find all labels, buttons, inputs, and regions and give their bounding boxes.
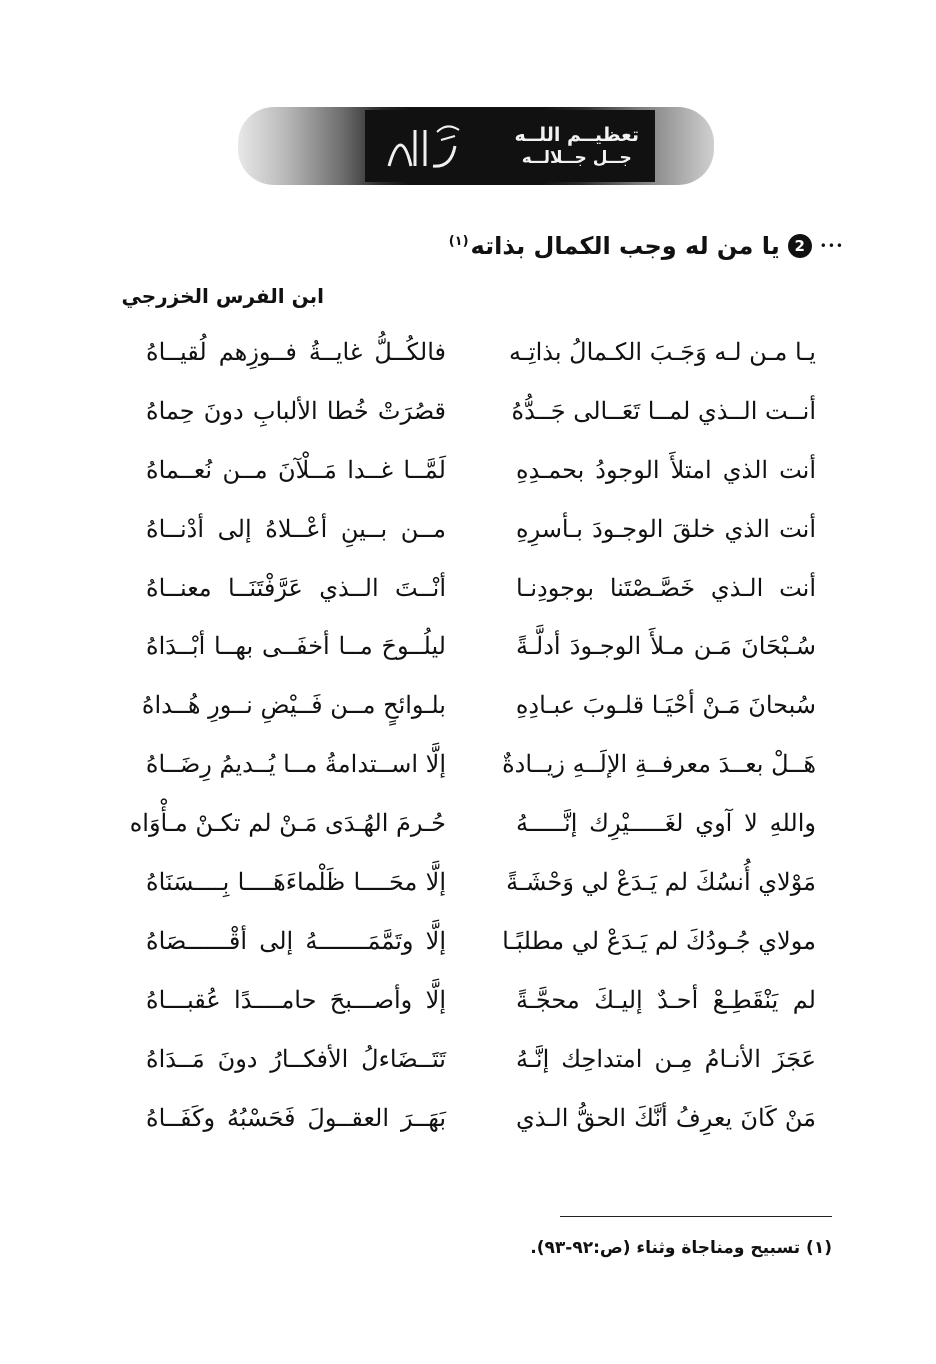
verse-second-hemistich: ليلُــوحَ مــا أخفَــى بهــا أبْــدَاهُ [146,632,446,661]
verse-row [0,860,936,919]
footnote-text: (١) تسبيح ومناجاة وثناء (ص:٩٢-٩٣). [530,1238,832,1258]
verse-row [0,624,936,683]
verse-first-hemistich: يـا مـن لـه وَجَـبَ الكـمالُ بذاتِـه [509,338,816,366]
verse-second-hemistich: لَمَّــا غــدا مَــلْآنَ مــن نُعــماهُ [146,455,446,484]
verse-first-hemistich: هَــلْ بعــدَ معرفــةِ الإلَــهِ زيــادةٌ [502,750,816,779]
verse-row [0,801,936,860]
verse-row [0,507,936,566]
verse-first-hemistich: عَجَزَ الأنـامُ مِـن امتداحِك إنَّـهُ [516,1044,816,1073]
header-title-line1: تعظيــم اللــه [514,124,639,146]
verse-row [0,919,936,978]
verse-first-hemistich: أنت الـذي خَصَّـصْتَنا بوجودِنـا [516,573,816,602]
verse-first-hemistich: سُـبْحَانَ مَـن مـلأَ الوجـودَ أدلَّـةً [516,632,816,661]
verse-row [0,330,936,389]
verses-list [0,330,936,1154]
verse-first-hemistich: مَوْلاي أُنسُكَ لم يَـدَعْ لي وَحْشَـةً [506,868,816,897]
verse-first-hemistich: أنــت الــذي لمــا تَعَــالى جَــدُّهُ [511,396,816,425]
verse-second-hemistich: أنْــتَ الــذي عَرَّفْتَنَــا معنــاهُ [146,573,446,602]
verse-second-hemistich: إلَّا وتَمَّمَـــــــهُ إلى أقْــــــصَاهُ [146,926,446,955]
verse-first-hemistich: مولاي جُـودُكَ لم يَـدَعْ لي مطلبًـا [502,926,816,955]
header-title-line2: جــل جــلالــه [521,148,632,168]
verse-second-hemistich: قصُرَتْ خُطا الألبابِ دونَ حِماهُ [146,396,446,425]
verse-row [0,1096,936,1155]
verse-second-hemistich: إلَّا وأصـــبحَ حامــــدًا عُقبـــاهُ [146,985,446,1014]
verse-row [0,683,936,742]
verse-row [0,978,936,1037]
verse-second-hemistich: بلـوائحٍ مــن فَــيْضِ نــورِ هُــداهُ [141,691,446,720]
verse-second-hemistich: فالكُــلُّ غايــةُ فــوزِهم لُقيــاهُ [146,338,446,366]
footnote-reference[interactable]: (١) [448,234,469,249]
poem-title [449,232,780,260]
verse-first-hemistich: أنت الذي خلقَ الوجـودَ بـأسرِهِ [516,514,816,543]
poem-number-badge: 2 [788,234,812,258]
verse-second-hemistich: إلَّا اســتدامةُ مــا يُــديمُ رِضَــاهُ [145,750,446,779]
verse-second-hemistich: مــن بــينِ أعْــلاهُ إلى أدْنــاهُ [146,514,446,543]
verse-second-hemistich: تَتَــضَاءلُ الأفكــارُ دونَ مَــدَاهُ [146,1044,446,1073]
header-title-block [365,110,655,182]
header-titles [514,124,639,168]
verse-first-hemistich: سُبحانَ مَـنْ أحْيَـا قلـوبَ عبـادِهِ [515,691,816,720]
verse-row [0,1037,936,1096]
footnote-divider [560,1216,832,1217]
calligraphy-allah-icon [381,116,467,176]
verse-second-hemistich: بَهَــرَ العقــولَ فَحَسْبُهُ وكَفَــاهُ [146,1103,446,1132]
poem-title-text: يا من له وجب الكمال بذاته [470,232,780,260]
verse-first-hemistich: لم يَنْقَطِـعْ أحـدٌ إليـكَ محجَّـةً [516,985,816,1014]
verse-second-hemistich: إلَّا محَــــا ظَلْماءَهَــــا بِــــسَنَاهُ [146,868,446,897]
poem-heading [449,226,844,266]
verse-second-hemistich: حُـرمَ الهُـدَى مَـنْ لم تكـنْ مـأْوَاه [129,809,446,838]
verse-first-hemistich: واللهِ لا آوي لغَـــــيْرِك إنَّـــــهُ [516,809,816,838]
verse-first-hemistich: مَنْ كَانَ يعرِفُ أنَّكَ الحقُّ الـذي [516,1103,816,1132]
poet-name: ابن الفرس الخزرجي [121,284,324,308]
verse-row [0,742,936,801]
verse-first-hemistich: أنت الذي امتلأَ الوجودُ بحمـدِهِ [516,455,816,484]
verse-row [0,448,936,507]
verse-row [0,566,936,625]
verse-row [0,389,936,448]
bullet-dots-icon: ••• [819,239,844,253]
